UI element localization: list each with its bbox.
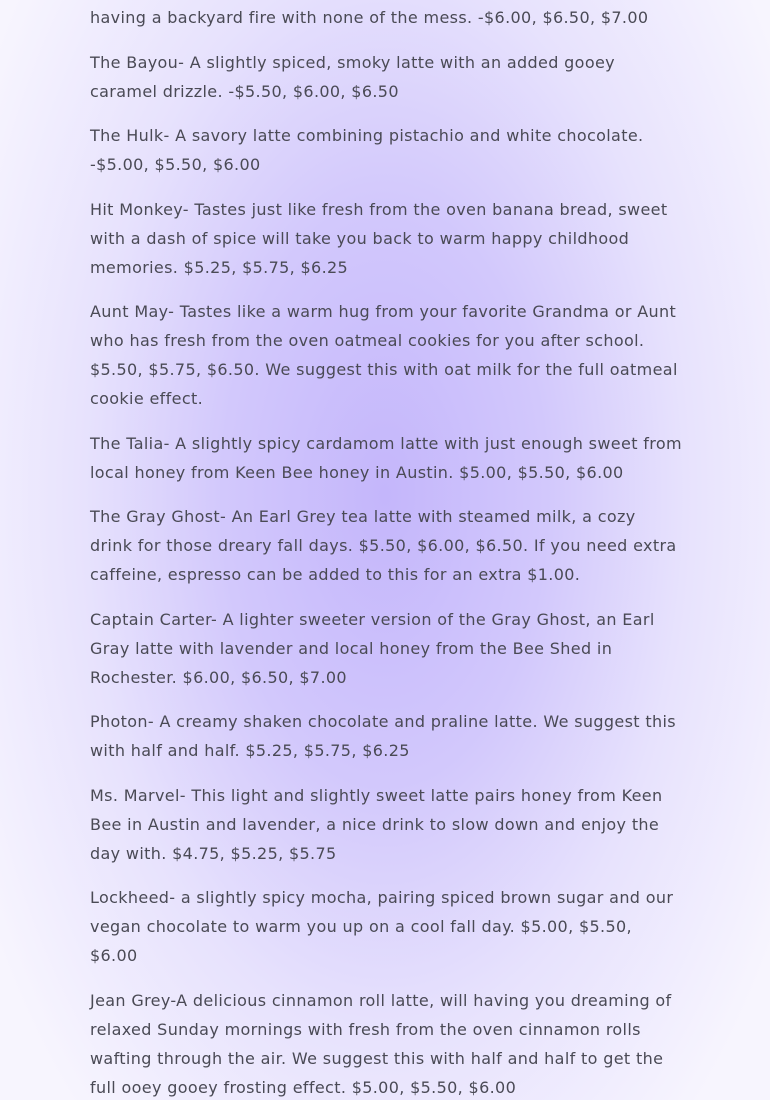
menu-item-ms-marvel: Ms. Marvel- This light and slightly sweet latte pairs honey from Keen Bee in Austin and lavender, a nice drink to slow down and enjoy the day with. $4.75, $5.25, $5.75 [90, 785, 663, 863]
menu-item-hit-monkey: Hit Monkey- Tastes just like fresh from the oven banana bread, sweet with a dash of spice will take you back to warm happy childhood memories. $5.25, $5.75, $6.25 [90, 199, 668, 277]
drink-menu [90, 4, 682, 1100]
menu-item-lockheed: Lockheed- a slightly spicy mocha, pairing spiced brown sugar and our vegan chocolate to warm you up on a cool fall day. $5.00, $5.50, $6.00 [90, 888, 674, 965]
menu-item-the-bayou: The Bayou- A slightly spiced, smoky latte with an added gooey caramel drizzle. -$5.50, $6.00, $6.50 [90, 52, 615, 101]
menu-item-the-gray-ghost: The Gray Ghost- An Earl Grey tea latte with steamed milk, a cozy drink for those dreary fall days. $5.50, $6.00, $6.50. If you need extra caffeine, espresso can be added to this for an extra $1.00. [90, 507, 677, 584]
menu-item-captain-carter: Captain Carter- A lighter sweeter version of the Gray Ghost, an Earl Gray latte with lavender and local honey from the Bee Shed in Rochester. $6.00, $6.50, $7.00 [90, 609, 655, 687]
menu-item-aunt-may: Aunt May- Tastes like a warm hug from your favorite Grandma or Aunt who has fresh from the oven oatmeal cookies for you after school. $5.50, $5.75, $6.50. We suggest this with oat milk for the full oatmeal cookie effect. [90, 302, 678, 408]
menu-item-photon: Photon- A creamy shaken chocolate and praline latte. We suggest this with half and half. $5.25, $5.75, $6.25 [90, 712, 676, 760]
menu-item-continued: having a backyard fire with none of the mess. -$6.00, $6.50, $7.00 [90, 8, 649, 27]
menu-item-the-hulk: The Hulk- A savory latte combining pistachio and white chocolate. -$5.00, $5.50, $6.00 [90, 126, 644, 174]
menu-item-jean-grey: Jean Grey-A delicious cinnamon roll latte, will having you dreaming of relaxed Sunday mornings with fresh from the oven cinnamon rolls wafting through the air. We suggest this with half and half to get the full ooey gooey frosting effect. $5.00, $5.50, $6.00 [90, 990, 672, 1097]
menu-item-the-talia: The Talia- A slightly spicy cardamom latte with just enough sweet from local honey from Keen Bee honey in Austin. $5.00, $5.50, $6.00 [90, 433, 682, 482]
